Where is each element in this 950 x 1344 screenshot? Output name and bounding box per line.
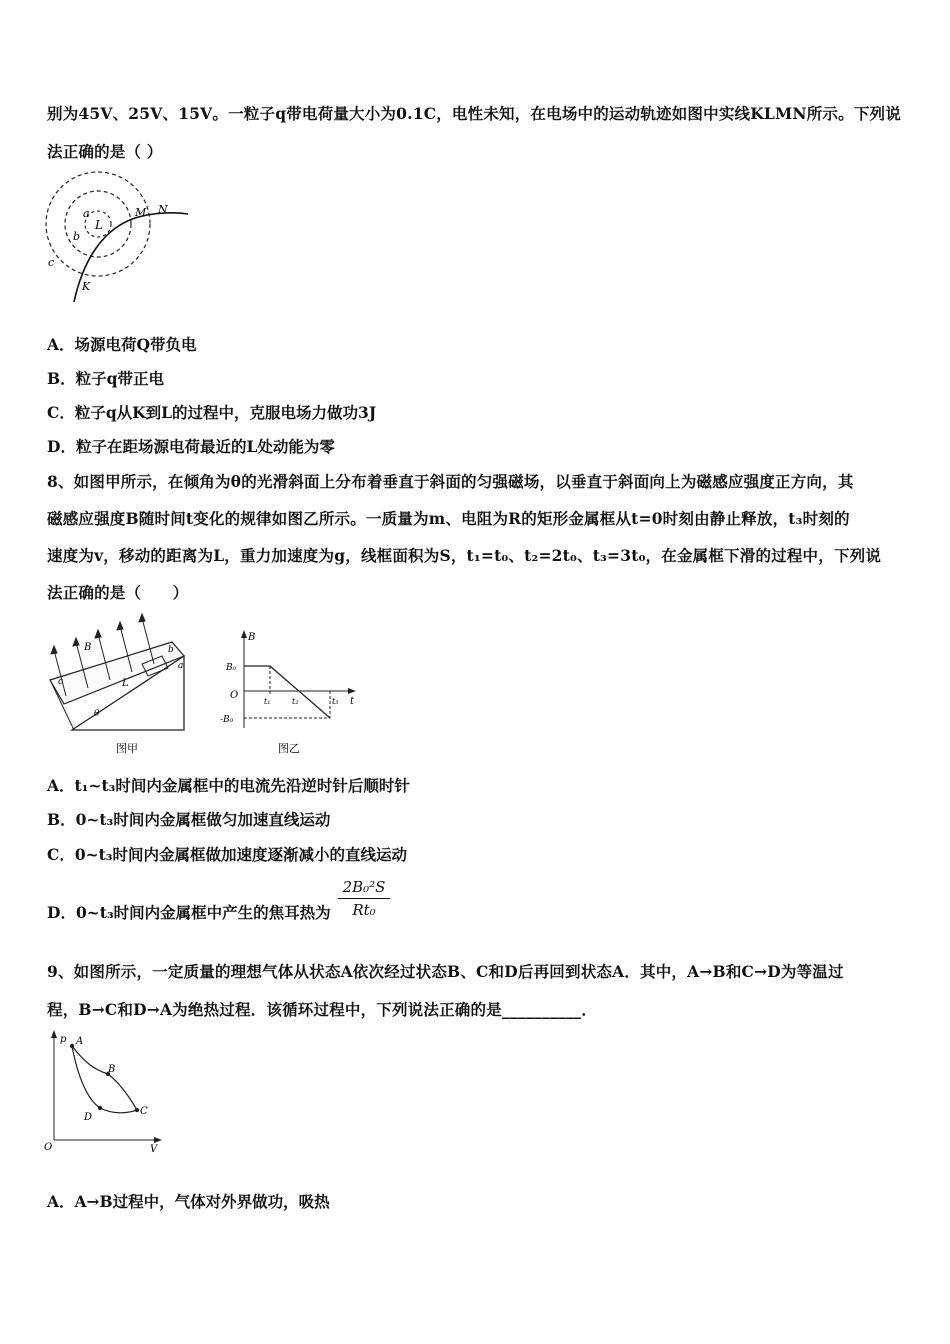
q7-label-c: c xyxy=(48,256,55,269)
q8-yi-label-t1: t₁ xyxy=(264,697,271,706)
q8-jia-label-a: a xyxy=(178,661,184,671)
q8-figure-yi xyxy=(222,628,367,758)
q9-label-C: C xyxy=(140,1106,148,1117)
q7-line-2: 法正确的是（ ） xyxy=(47,142,163,161)
q7-label-K: K xyxy=(82,280,91,293)
q9-label-A: A xyxy=(76,1036,84,1047)
q7-label-a: a xyxy=(83,207,90,220)
q8-line-4: 法正确的是（ ） xyxy=(47,583,189,602)
q8-option-d[interactable]: D．0~t₃时间内金属框中产生的焦耳热为 xyxy=(47,903,331,922)
q7-label-N: N xyxy=(158,203,168,216)
q8-yi-label-B: B xyxy=(248,632,256,643)
q9-option-a[interactable]: A．A→B过程中，气体对外界做功，吸热 xyxy=(47,1192,330,1211)
q8-jia-label-theta: θ xyxy=(94,709,100,719)
q8-jia-label-L: L xyxy=(122,678,129,689)
q7-label-b: b xyxy=(73,230,81,243)
q8-yi-label-O: O xyxy=(230,690,239,701)
q8-jia-caption: 图甲 xyxy=(116,742,138,755)
q8-option-b[interactable]: B．0~t₃时间内金属框做匀加速直线运动 xyxy=(47,810,331,829)
q8-jia-label-b: b xyxy=(168,645,174,655)
q8-yi-label-B0: B₀ xyxy=(226,663,237,673)
q9-label-D: D xyxy=(84,1112,93,1123)
q7-option-b[interactable]: B．粒子q带正电 xyxy=(47,369,164,388)
q8-line-1: 8、如图甲所示，在倾角为θ的光滑斜面上分布着垂直于斜面的匀强磁场，以垂直于斜面向上为磁感应强度正方向，其 xyxy=(47,472,854,491)
q8-yi-label-t3: t₃ xyxy=(332,697,339,706)
q7-field-figure xyxy=(40,170,200,305)
q7-line-1: 别为45V、25V、15V。一粒子q带电荷量大小为0.1C，电性未知，在电场中的运动轨迹如图中实线KLMN所示。下列说 xyxy=(47,104,901,123)
q8-option-d-fraction xyxy=(338,878,390,919)
q7-option-c[interactable]: C．粒子q从K到L的过程中，克服电场力做功3J xyxy=(47,403,377,422)
q9-line-1: 9、如图所示，一定质量的理想气体从状态A依次经过状态B、C和D后再回到状态A．其中，A→B和C→D为等温过 xyxy=(47,962,844,981)
q9-label-O: O xyxy=(44,1142,53,1153)
q8-line-3: 速度为v，移动的距离为L，重力加速度为g，线框面积为S，t₁=t₀、t₂=2t₀、t₃=3t₀，在金属框下滑的过程中，下列说 xyxy=(47,546,882,565)
q8-yi-caption: 图乙 xyxy=(278,742,300,755)
q7-option-d[interactable]: D．粒子在距场源电荷最近的L处动能为零 xyxy=(47,437,335,456)
q8-yi-label-t: t xyxy=(350,696,355,707)
fraction-numerator: 2B₀²S xyxy=(338,878,390,899)
q8-option-a[interactable]: A．t₁~t₃时间内金属框中的电流先沿逆时针后顺时针 xyxy=(47,776,410,795)
q8-yi-label-t2: t₂ xyxy=(292,697,299,706)
q8-option-c[interactable]: C．0~t₃时间内金属框做加速度逐渐减小的直线运动 xyxy=(47,845,408,864)
q9-label-B: B xyxy=(108,1064,116,1075)
q8-jia-label-c: c xyxy=(58,677,64,687)
q9-line-2: 程，B→C和D→A为绝热过程．该循环过程中，下列说法正确的是__________． xyxy=(47,1000,598,1019)
q8-jia-label-B: B xyxy=(84,642,92,653)
q8-line-2: 磁感应强度B随时间t变化的规律如图乙所示。一质量为m、电阻为R的矩形金属框从t=0时刻由静止释放，t₃时刻的 xyxy=(47,509,850,528)
q8-yi-label-negB0: -B₀ xyxy=(220,715,234,725)
q9-label-V: V xyxy=(150,1144,158,1155)
q7-option-a[interactable]: A．场源电荷Q带负电 xyxy=(47,335,197,354)
q9-label-p: p xyxy=(60,1034,67,1045)
q9-pv-figure xyxy=(40,1028,170,1158)
q7-label-M: M xyxy=(135,206,147,219)
fraction-denominator: Rt₀ xyxy=(352,901,376,919)
q8-figure-jia xyxy=(44,612,194,757)
q7-label-L: L xyxy=(95,218,103,232)
